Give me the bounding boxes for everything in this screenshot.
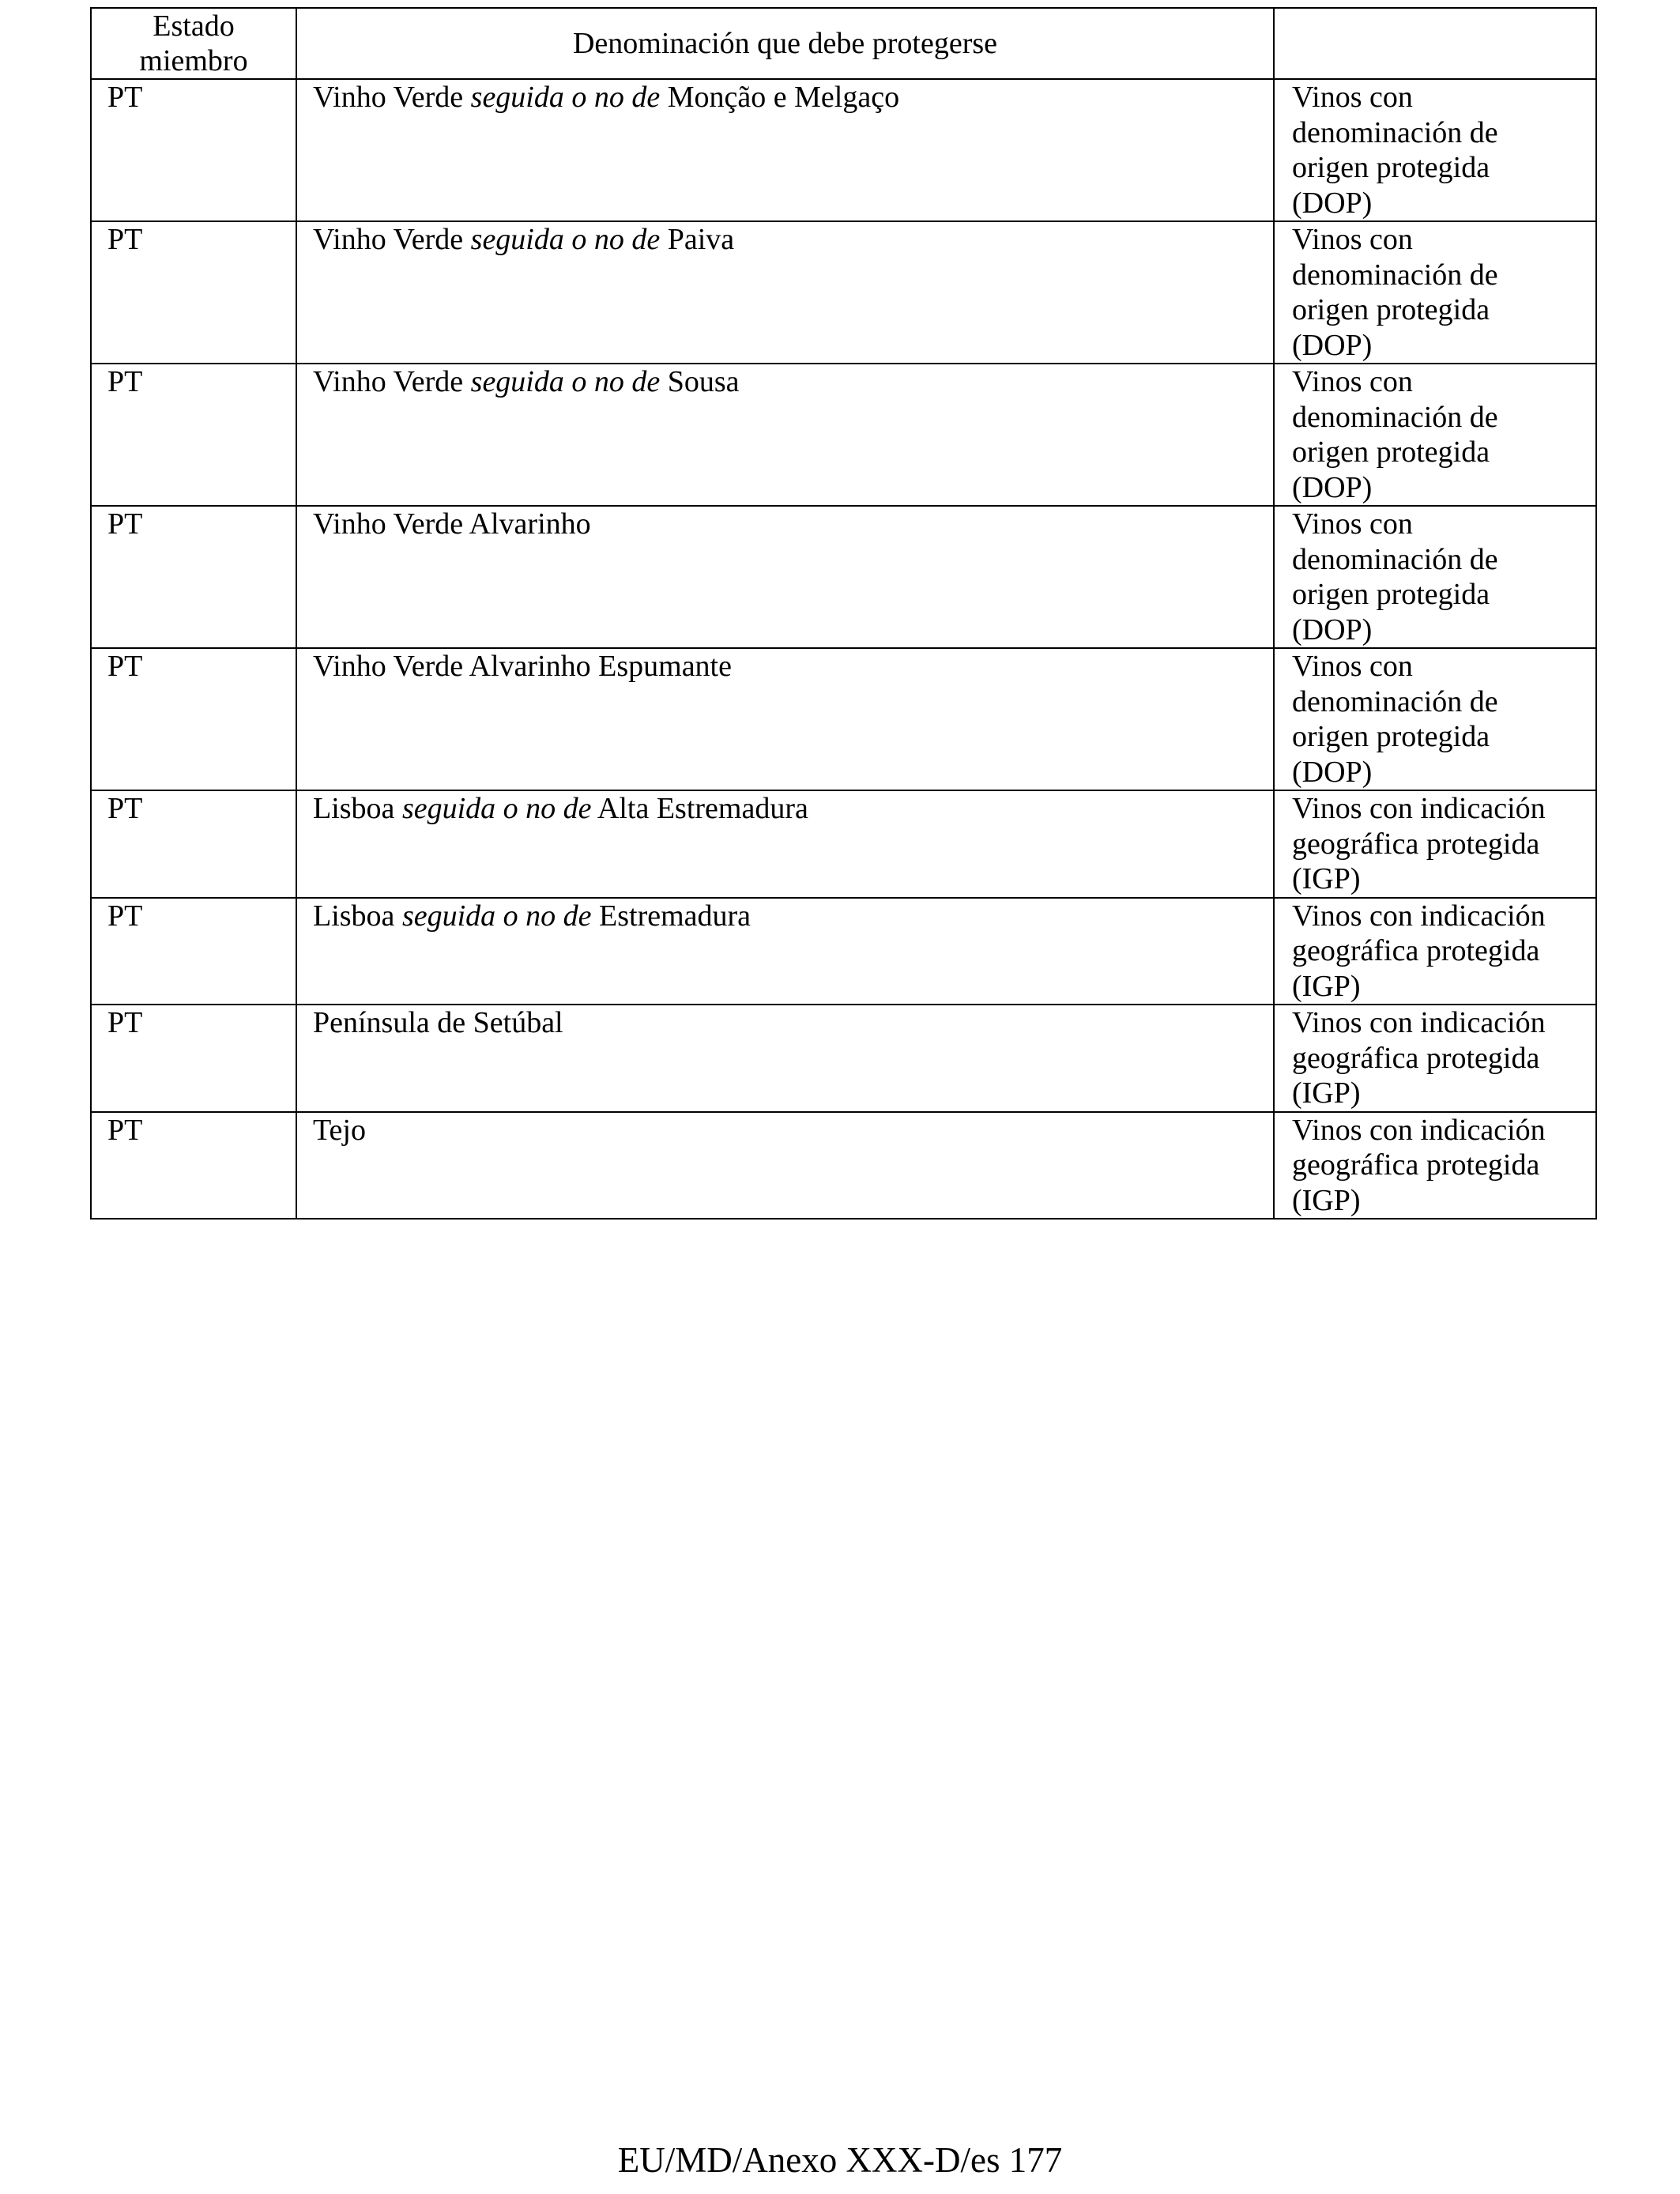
name-text: Península de Setúbal [313, 1006, 563, 1039]
name-text: Vinho Verde [313, 81, 471, 114]
table-row [91, 506, 1596, 648]
category-line: (IGP) [1292, 1183, 1361, 1217]
protected-name-cell [296, 79, 1274, 221]
name-text: Paiva [660, 223, 735, 256]
category-line: denominación de [1292, 684, 1498, 718]
name-text: Vinho Verde Alvarinho Espumante [313, 650, 732, 683]
category-cell [1274, 648, 1596, 790]
category-line: geográfica protegida [1292, 827, 1540, 861]
category-line: geográfica protegida [1292, 1148, 1540, 1182]
category-line: denominación de [1292, 542, 1498, 576]
member-state-cell: PT [91, 898, 296, 1005]
name-text: Vinho Verde [313, 365, 471, 398]
table-row [91, 221, 1596, 364]
category-line: (IGP) [1292, 969, 1361, 1003]
category-line: (DOP) [1292, 755, 1373, 789]
name-text: Lisboa [313, 899, 402, 933]
category-line: geográfica protegida [1292, 1041, 1540, 1075]
category-line: Vinos con [1292, 650, 1413, 683]
member-state-cell: PT [91, 790, 296, 898]
protected-name-cell [296, 506, 1274, 648]
name-text: Vinho Verde [313, 223, 471, 256]
header-category [1274, 8, 1596, 79]
table-row [91, 1112, 1596, 1220]
name-qualifier: seguida o no de [470, 223, 661, 256]
name-text: Sousa [660, 365, 740, 398]
name-text: Monção e Melgaço [660, 81, 900, 114]
name-text: Alta Estremadura [591, 792, 808, 825]
name-qualifier: seguida o no de [470, 365, 661, 398]
category-line: origen protegida [1292, 151, 1490, 184]
table-row [91, 364, 1596, 506]
member-state-cell: PT [91, 79, 296, 221]
category-cell [1274, 898, 1596, 1005]
category-cell [1274, 1005, 1596, 1112]
table-row [91, 790, 1596, 898]
protected-names-table [90, 7, 1597, 1220]
category-line: (DOP) [1292, 613, 1373, 647]
member-state-cell: PT [91, 506, 296, 648]
category-line: Vinos con indicación [1292, 792, 1546, 825]
name-text: Tejo [313, 1113, 366, 1147]
protected-name-cell [296, 221, 1274, 364]
category-line: (DOP) [1292, 470, 1373, 504]
category-line: Vinos con [1292, 365, 1413, 398]
member-state-cell: PT [91, 648, 296, 790]
name-text: Lisboa [313, 792, 402, 825]
category-cell [1274, 364, 1596, 506]
member-state-cell: PT [91, 364, 296, 506]
category-line: (IGP) [1292, 1076, 1361, 1110]
category-line: Vinos con indicación [1292, 1113, 1546, 1147]
category-line: Vinos con [1292, 81, 1413, 114]
protected-name-cell [296, 790, 1274, 898]
member-state-cell: PT [91, 221, 296, 364]
table-row [91, 898, 1596, 1005]
category-line: (IGP) [1292, 862, 1361, 895]
protected-name-cell [296, 648, 1274, 790]
name-qualifier: seguida o no de [470, 81, 661, 114]
header-member-state-line1: Estado [153, 9, 235, 43]
category-line: Vinos con indicación [1292, 1006, 1546, 1039]
category-line: (DOP) [1292, 328, 1373, 362]
category-cell [1274, 221, 1596, 364]
category-line: Vinos con [1292, 507, 1413, 541]
header-member-state-line2: miembro [139, 44, 248, 77]
category-line: origen protegida [1292, 578, 1490, 611]
name-text: Estremadura [591, 899, 751, 933]
header-protected-name: Denominación que debe protegerse [296, 8, 1274, 79]
category-line: geográfica protegida [1292, 934, 1540, 967]
category-line: origen protegida [1292, 435, 1490, 469]
category-cell [1274, 506, 1596, 648]
category-line: Vinos con [1292, 223, 1413, 256]
name-text: Vinho Verde Alvarinho [313, 507, 591, 541]
protected-name-cell [296, 1112, 1274, 1220]
protected-name-cell [296, 364, 1274, 506]
category-line: Vinos con indicación [1292, 899, 1546, 933]
name-qualifier: seguida o no de [401, 899, 592, 933]
category-line: denominación de [1292, 400, 1498, 434]
category-line: (DOP) [1292, 186, 1373, 220]
protected-name-cell [296, 898, 1274, 1005]
table-row [91, 79, 1596, 221]
table-header-row [91, 8, 1596, 79]
header-member-state [91, 8, 296, 79]
category-line: denominación de [1292, 258, 1498, 292]
member-state-cell: PT [91, 1112, 296, 1220]
category-cell [1274, 1112, 1596, 1220]
name-qualifier: seguida o no de [401, 792, 592, 825]
protected-name-cell [296, 1005, 1274, 1112]
category-cell [1274, 790, 1596, 898]
member-state-cell: PT [91, 1005, 296, 1112]
table-row [91, 648, 1596, 790]
page-footer-reference: EU/MD/Anexo XXX-D/es 177 [617, 2140, 1063, 2180]
table-row [91, 1005, 1596, 1112]
category-line: origen protegida [1292, 720, 1490, 753]
category-line: origen protegida [1292, 293, 1490, 326]
category-line: denominación de [1292, 115, 1498, 149]
category-cell [1274, 79, 1596, 221]
